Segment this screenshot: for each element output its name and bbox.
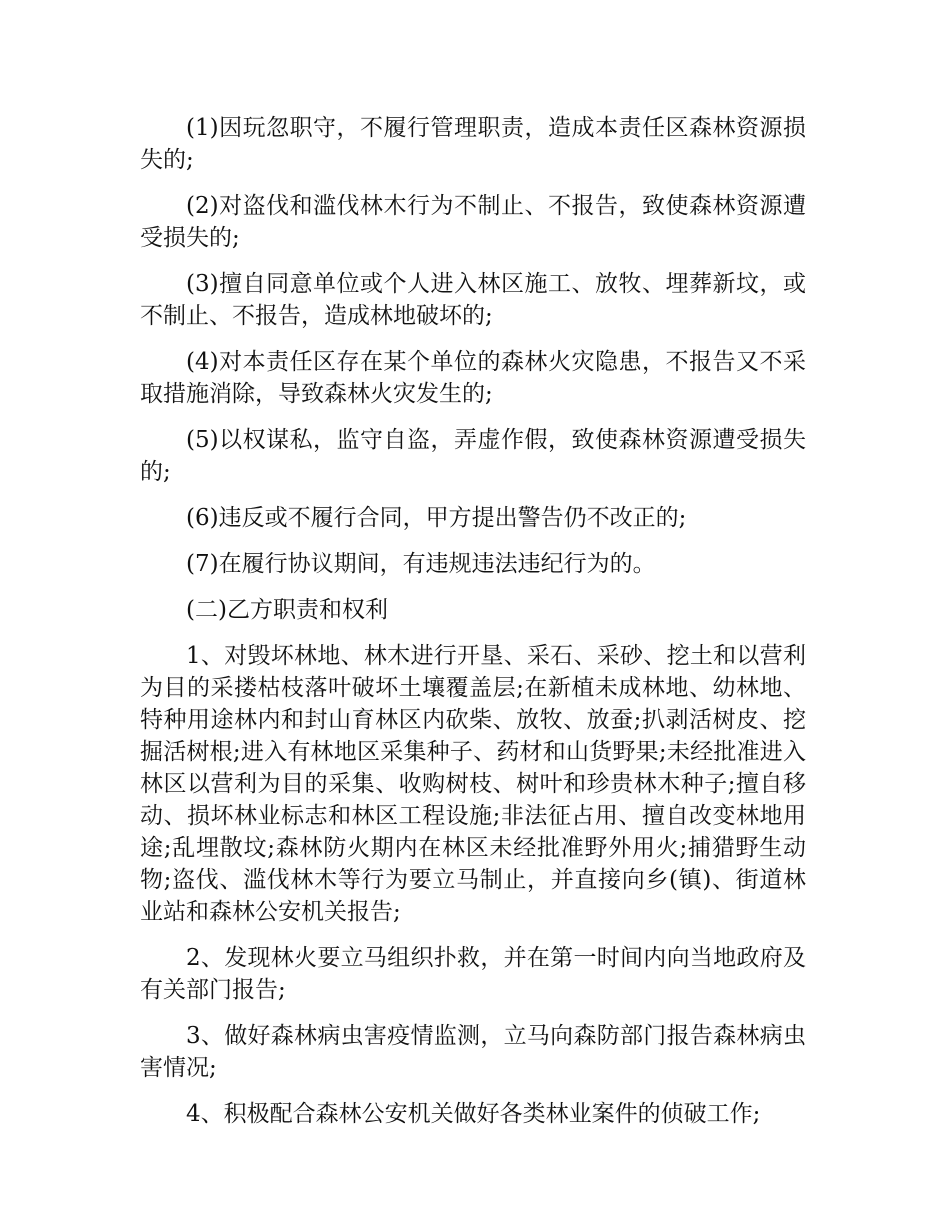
paragraph-item-1: (1)因玩忽职守，不履行管理职责，造成本责任区森林资源损失的; [140, 115, 806, 173]
duty-item-2: 2、发现林火要立马组织扑救，并在第一时间内向当地政府及有关部门报告; [140, 945, 806, 1003]
paragraph-item-2: (2)对盗伐和滥伐林木行为不制止、不报告，致使森林资源遭受损失的; [140, 193, 806, 251]
section-heading: (二)乙方职责和权利 [186, 597, 388, 623]
duty-item-4: 4、积极配合森林公安机关做好各类林业案件的侦破工作; [186, 1101, 761, 1127]
paragraph-item-5: (5)以权谋私，监守自盗，弄虚作假，致使森林资源遭受损失的; [140, 427, 806, 485]
paragraph-item-7: (7)在履行协议期间，有违规违法违纪行为的。 [186, 551, 656, 577]
duty-item-3: 3、做好森林病虫害疫情监测，立马向森防部门报告森林病虫害情况; [140, 1023, 806, 1081]
paragraph-item-3: (3)擅自同意单位或个人进入林区施工、放牧、埋葬新坟，或不制止、不报告，造成林地破坏的; [140, 271, 806, 329]
document-page [140, 112, 806, 1144]
paragraph-item-6: (6)违反或不履行合同，甲方提出警告仍不改正的; [186, 505, 687, 531]
paragraph-item-4: (4)对本责任区存在某个单位的森林火灾隐患，不报告又不采取措施消除，导致森林火灾发生的; [140, 349, 806, 407]
duty-item-1: 1、对毁坏林地、林木进行开垦、采石、采砂、挖土和以营利为目的采搂枯枝落叶破坏土壤覆盖层;在新植未成林地、幼林地、特种用途林内和封山育林区内砍柴、放牧、放蚕;扒剥活树皮、挖掘活树根;进入有林地区采集种子、药材和山货野果;未经批准进入林区以营利为目的采集、收购树枝、树叶和珍贵林木种子;擅自移动、损坏林业标志和林区工程设施;非法征占用、擅自改变林地用途;乱埋散坟;森林防火期内在林区未经批准野外用火;捕猎野生动物;盗伐、滥伐林木等行为要立马制止，并直接向乡(镇)、街道林业站和森林公安机关报告; [140, 643, 806, 925]
